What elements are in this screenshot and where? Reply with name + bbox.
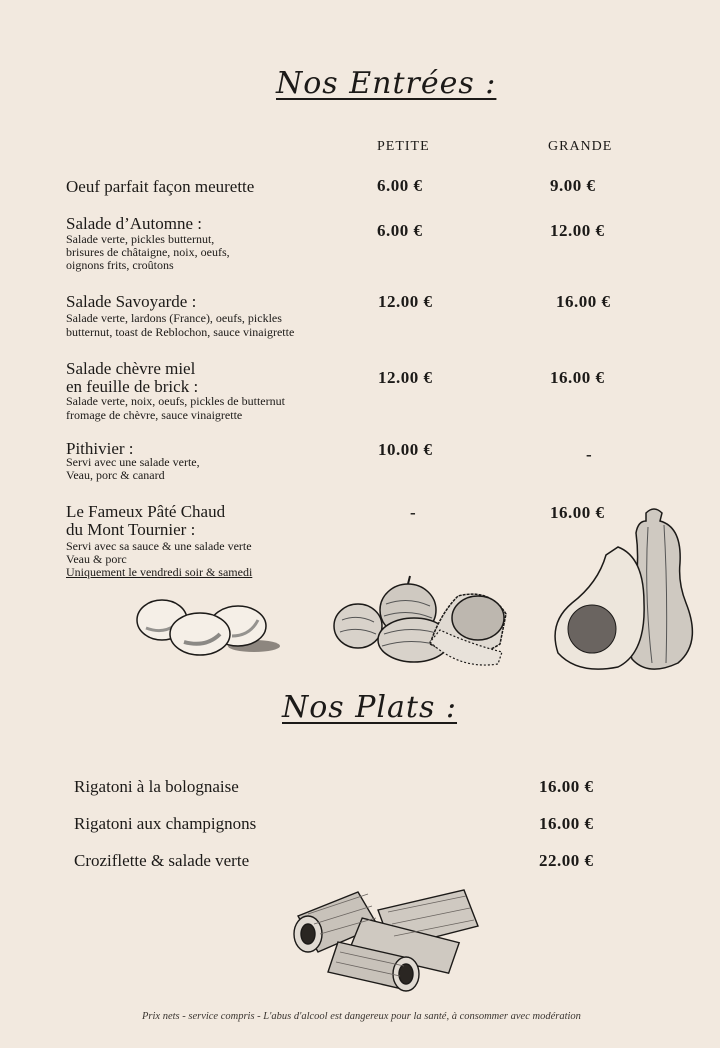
plats-title: Nos Plats : [282, 690, 458, 725]
price: 16.00 € [539, 777, 594, 796]
price-petite: 6.00 € [377, 176, 423, 195]
item-name: Oeuf parfait façon meurette [66, 177, 255, 196]
price-grande: 12.00 € [550, 221, 605, 240]
item-description: Salade verte, pickles butternut, [66, 232, 215, 246]
item-description: fromage de chèvre, sauce vinaigrette [66, 408, 243, 422]
item-name: Le Fameux Pâté Chaud [66, 502, 226, 521]
chestnuts-illustration [330, 574, 530, 674]
eggs-illustration [134, 598, 284, 660]
butternut-squash-illustration [548, 503, 708, 673]
item-name: Pithivier : [66, 439, 134, 458]
item-description: Servi avec sa sauce & une salade verte [66, 539, 252, 553]
price-grande: 16.00 € [550, 368, 605, 387]
item-description: Salade verte, lardons (France), oeufs, pickles [66, 311, 282, 325]
item-description: Veau & porc [66, 552, 127, 566]
footer-legal-notice: Prix nets - service compris - L'abus d'alcool est dangereux pour la santé, à consommer avec modération [142, 1011, 581, 1022]
item-name: Rigatoni à la bolognaise [74, 777, 239, 796]
price-grande: 9.00 € [550, 176, 596, 195]
item-description: Veau, porc & canard [66, 468, 165, 482]
item-description: oignons frits, croûtons [66, 258, 174, 272]
item-name: Rigatoni aux champignons [74, 814, 257, 833]
price-grande: - [586, 445, 593, 464]
price-petite: 6.00 € [377, 221, 423, 240]
price-petite: - [410, 503, 417, 522]
column-header-grande: GRANDE [548, 139, 613, 154]
availability-note: Uniquement le vendredi soir & samedi [66, 565, 253, 579]
entrees-title: Nos Entrées : [276, 66, 497, 101]
rigatoni-pasta-illustration [288, 882, 493, 992]
item-name: en feuille de brick : [66, 377, 199, 396]
item-description: butternut, toast de Reblochon, sauce vinaigrette [66, 325, 295, 339]
item-name: Salade Savoyarde : [66, 292, 197, 311]
price-petite: 10.00 € [378, 440, 433, 459]
column-header-petite: PETITE [377, 139, 430, 154]
item-name: du Mont Tournier : [66, 520, 196, 539]
price: 22.00 € [539, 851, 594, 870]
item-name: Croziflette & salade verte [74, 851, 250, 870]
item-description: Salade verte, noix, oeufs, pickles de butternut [66, 394, 285, 408]
price-petite: 12.00 € [378, 292, 433, 311]
item-description: Servi avec une salade verte, [66, 455, 200, 469]
price: 16.00 € [539, 814, 594, 833]
item-name: Salade d’Automne : [66, 214, 202, 233]
price-grande: 16.00 € [550, 503, 605, 522]
price-grande: 16.00 € [556, 292, 611, 311]
item-name: Salade chèvre miel [66, 359, 196, 378]
price-petite: 12.00 € [378, 368, 433, 387]
item-description: brisures de châtaigne, noix, oeufs, [66, 245, 230, 259]
